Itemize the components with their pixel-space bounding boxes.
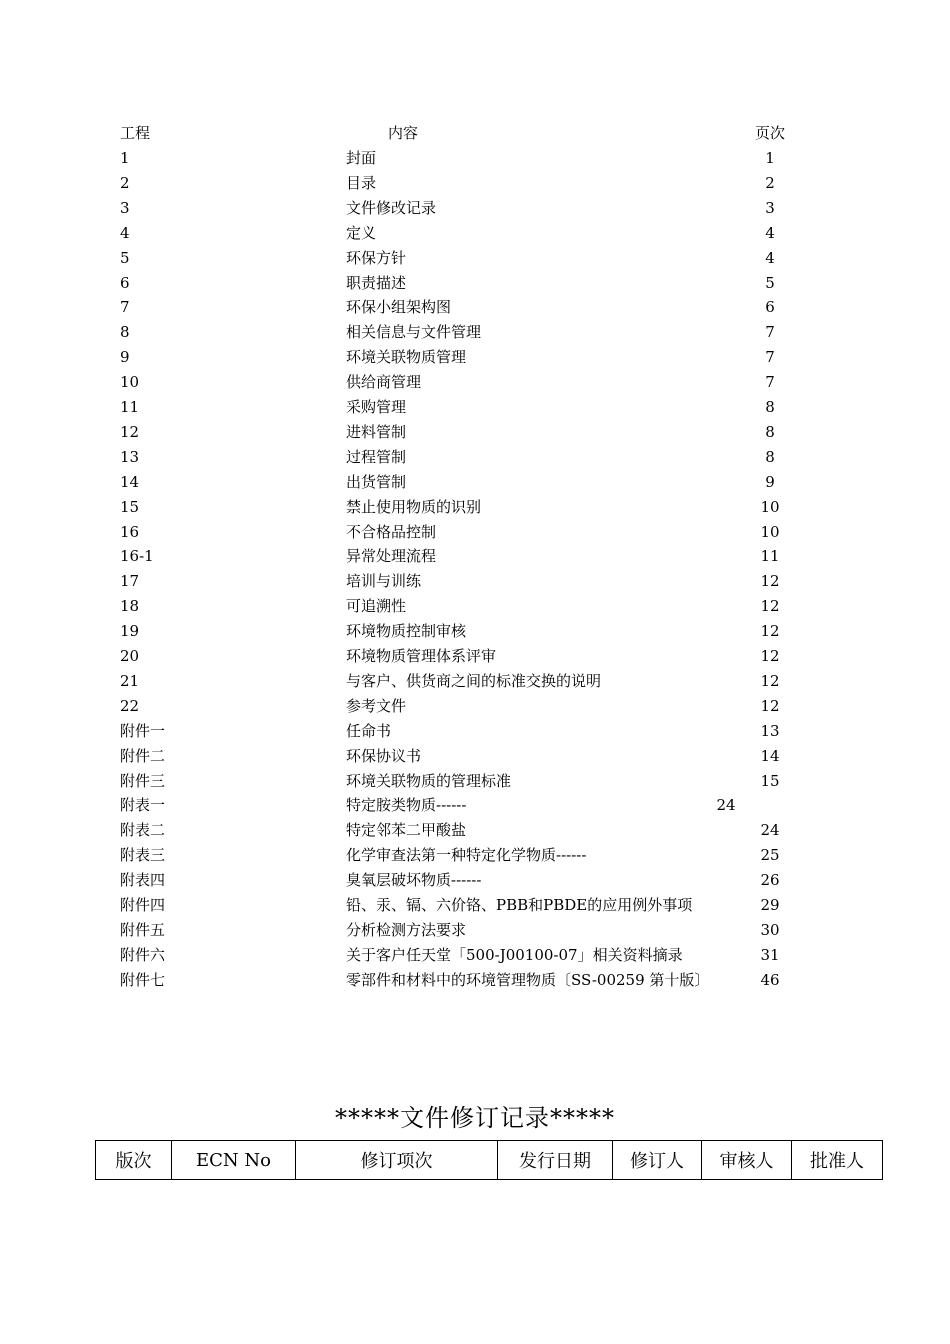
toc-section-number: 11 bbox=[120, 398, 140, 416]
toc-row bbox=[0, 221, 950, 245]
toc-row bbox=[0, 345, 950, 369]
toc-section-number: 4 bbox=[120, 223, 130, 242]
toc-section-number: 附件三 bbox=[120, 771, 166, 790]
revision-record-title: *****文件修订记录***** bbox=[335, 1104, 615, 1132]
toc-row bbox=[0, 619, 950, 643]
toc-section-title: 禁止使用物质的识别 bbox=[346, 497, 482, 516]
toc-section-title: 环保协议书 bbox=[346, 746, 422, 765]
toc-section-title: 环境物质控制审核 bbox=[346, 622, 467, 641]
toc-section-number: 17 bbox=[120, 572, 140, 591]
toc-section-title: 任命书 bbox=[346, 721, 392, 740]
toc-page-number: 10 bbox=[760, 522, 780, 541]
toc-row bbox=[0, 445, 950, 469]
toc-section-number: 8 bbox=[120, 323, 130, 342]
toc-section-number: 1 bbox=[120, 149, 130, 167]
toc-section-title: 目录 bbox=[346, 173, 377, 192]
toc-section-number: 22 bbox=[120, 696, 140, 715]
toc-row bbox=[0, 669, 950, 693]
toc-page-number: 30 bbox=[760, 920, 780, 939]
toc-page-number: 13 bbox=[760, 721, 780, 740]
toc-page-number: 24 bbox=[716, 796, 736, 815]
toc-section-title: 化学审查法第一种特定化学物质------ bbox=[346, 846, 587, 865]
toc-page-number: 7 bbox=[765, 323, 775, 342]
toc-row bbox=[0, 196, 950, 220]
toc-section-title: 封面 bbox=[346, 149, 377, 167]
toc-page-number: 12 bbox=[760, 622, 780, 641]
toc-section-title: 关于客户任天堂「500-J00100-07」相关资料摘录 bbox=[346, 945, 683, 964]
toc-section-number: 12 bbox=[120, 422, 140, 441]
toc-section-title: 与客户、供货商之间的标准交换的说明 bbox=[346, 671, 602, 690]
toc-page-number: 6 bbox=[765, 298, 775, 317]
toc-page-number: 12 bbox=[760, 572, 780, 591]
toc-section-number: 15 bbox=[120, 497, 140, 516]
column-header-version: 版次 bbox=[96, 1141, 172, 1180]
toc-section-number: 3 bbox=[120, 198, 130, 217]
toc-row bbox=[0, 470, 950, 494]
toc-section-title: 参考文件 bbox=[346, 696, 407, 715]
toc-page-number: 12 bbox=[760, 671, 780, 690]
toc-page-number: 8 bbox=[765, 422, 775, 441]
toc-row bbox=[0, 395, 950, 419]
toc-header-page: 页次 bbox=[755, 124, 786, 142]
toc-page-number: 8 bbox=[765, 398, 775, 416]
toc-section-title: 定义 bbox=[346, 223, 377, 242]
toc-section-number: 附件一 bbox=[120, 721, 166, 740]
toc-row bbox=[0, 520, 950, 544]
toc-section-number: 附表一 bbox=[120, 796, 166, 815]
toc-section-title: 特定胺类物质------ bbox=[346, 796, 467, 815]
toc-page-number: 12 bbox=[760, 696, 780, 715]
toc-section-title: 进料管制 bbox=[346, 422, 407, 441]
toc-section-title: 不合格品控制 bbox=[346, 522, 437, 541]
column-header-reviewed-by: 审核人 bbox=[702, 1141, 792, 1180]
toc-section-title: 异常处理流程 bbox=[346, 547, 437, 566]
toc-section-title: 环保小组架构图 bbox=[346, 298, 452, 317]
toc-row bbox=[0, 146, 950, 170]
toc-section-title: 环境关联物质的管理标准 bbox=[346, 771, 512, 790]
toc-section-number: 5 bbox=[120, 248, 130, 267]
toc-row bbox=[0, 744, 950, 768]
toc-page-number: 12 bbox=[760, 647, 780, 665]
toc-row bbox=[0, 420, 950, 444]
toc-section-number: 6 bbox=[120, 273, 130, 292]
toc-row bbox=[0, 171, 950, 195]
toc-row bbox=[0, 719, 950, 743]
toc-section-number: 附表二 bbox=[120, 821, 166, 840]
toc-header bbox=[0, 122, 950, 146]
toc-header-content: 内容 bbox=[388, 124, 419, 142]
column-header-approved-by: 批准人 bbox=[792, 1141, 883, 1180]
toc-section-title: 供给商管理 bbox=[346, 373, 422, 392]
toc-row bbox=[0, 769, 950, 793]
toc-row bbox=[0, 271, 950, 295]
toc-page-number: 7 bbox=[765, 348, 775, 367]
toc-section-number: 21 bbox=[120, 671, 140, 690]
toc-row bbox=[0, 370, 950, 394]
toc-section-title: 分析检测方法要求 bbox=[346, 920, 467, 939]
toc-section-number: 14 bbox=[120, 472, 140, 491]
toc-section-title: 铅、汞、镉、六价铬、PBB和PBDE的应用例外事项 bbox=[346, 896, 693, 914]
toc-row bbox=[0, 968, 950, 992]
toc-page-number: 10 bbox=[760, 497, 780, 516]
toc-row bbox=[0, 644, 950, 668]
toc-row bbox=[0, 320, 950, 344]
toc-section-number: 附件七 bbox=[120, 970, 166, 989]
column-header-issue-date: 发行日期 bbox=[498, 1141, 613, 1180]
toc-page-number: 31 bbox=[760, 945, 780, 964]
toc-section-number: 附件四 bbox=[120, 896, 166, 914]
toc-row bbox=[0, 295, 950, 319]
toc-page-number: 5 bbox=[765, 273, 775, 292]
toc-page-number: 8 bbox=[765, 447, 775, 466]
toc-section-number: 附件五 bbox=[120, 920, 166, 939]
toc-section-number: 2 bbox=[120, 173, 130, 192]
toc-page-number: 46 bbox=[760, 970, 780, 989]
toc-section-number: 13 bbox=[120, 447, 140, 466]
toc-section-number: 9 bbox=[120, 348, 130, 367]
toc-section-title: 出货管制 bbox=[346, 472, 407, 491]
toc-page-number: 3 bbox=[765, 198, 775, 217]
toc-section-title: 职责描述 bbox=[346, 273, 407, 292]
toc-row bbox=[0, 893, 950, 917]
toc-row bbox=[0, 495, 950, 519]
toc-section-title: 环境关联物质管理 bbox=[346, 348, 467, 367]
toc-section-number: 16-1 bbox=[120, 547, 154, 566]
toc-section-number: 附表四 bbox=[120, 871, 166, 890]
toc-page-number: 4 bbox=[765, 223, 775, 242]
toc-page-number: 1 bbox=[765, 149, 775, 167]
toc-page-number: 12 bbox=[760, 597, 780, 616]
column-header-revision-items: 修订项次 bbox=[296, 1141, 498, 1180]
toc-section-title: 培训与训练 bbox=[346, 572, 422, 591]
toc-section-title: 采购管理 bbox=[346, 398, 407, 416]
toc-page-number: 9 bbox=[765, 472, 775, 491]
toc-page-number: 2 bbox=[765, 173, 775, 192]
toc-section-number: 附件六 bbox=[120, 945, 166, 964]
toc-row bbox=[0, 246, 950, 270]
toc-row bbox=[0, 694, 950, 718]
toc-section-number: 附表三 bbox=[120, 846, 166, 865]
column-header-ecn-no: ECN No bbox=[172, 1141, 296, 1180]
toc-row bbox=[0, 818, 950, 842]
toc-section-title: 环境物质管理体系评审 bbox=[346, 647, 497, 665]
toc-section-number: 20 bbox=[120, 647, 140, 665]
toc-section-title: 相关信息与文件管理 bbox=[346, 323, 482, 342]
toc-row bbox=[0, 793, 950, 817]
toc-section-title: 零部件和材料中的环境管理物质〔SS-00259 第十版〕 bbox=[346, 970, 710, 989]
revision-table-header-row bbox=[96, 1141, 883, 1180]
toc-section-number: 18 bbox=[120, 597, 140, 616]
toc-page-number: 24 bbox=[760, 821, 780, 840]
toc-page-number: 14 bbox=[760, 746, 780, 765]
toc-row bbox=[0, 544, 950, 568]
toc-section-number: 16 bbox=[120, 522, 140, 541]
toc-section-title: 文件修改记录 bbox=[346, 198, 437, 217]
toc-header-section: 工程 bbox=[120, 124, 151, 142]
toc-page-number: 25 bbox=[760, 846, 780, 865]
toc-section-title: 臭氧层破坏物质------ bbox=[346, 871, 482, 890]
column-header-revised-by: 修订人 bbox=[613, 1141, 702, 1180]
toc-section-number: 10 bbox=[120, 373, 140, 392]
toc-page-number: 26 bbox=[760, 871, 780, 890]
toc-row bbox=[0, 918, 950, 942]
toc-page-number: 11 bbox=[760, 547, 780, 566]
toc-section-number: 附件二 bbox=[120, 746, 166, 765]
toc-section-title: 过程管制 bbox=[346, 447, 407, 466]
toc-section-number: 19 bbox=[120, 622, 140, 641]
toc-row bbox=[0, 868, 950, 892]
revision-record-table bbox=[95, 1140, 883, 1180]
toc-page-number: 15 bbox=[760, 771, 780, 790]
toc-page-number: 29 bbox=[760, 896, 780, 914]
toc-row bbox=[0, 843, 950, 867]
toc-section-number: 7 bbox=[120, 298, 130, 317]
toc-section-title: 环保方针 bbox=[346, 248, 407, 267]
toc-section-title: 可追溯性 bbox=[346, 597, 407, 616]
toc-page-number: 7 bbox=[765, 373, 775, 392]
toc-section-title: 特定邻苯二甲酸盐 bbox=[346, 821, 467, 840]
toc-row bbox=[0, 943, 950, 967]
toc-page-number: 4 bbox=[765, 248, 775, 267]
toc-row bbox=[0, 569, 950, 593]
toc-row bbox=[0, 594, 950, 618]
